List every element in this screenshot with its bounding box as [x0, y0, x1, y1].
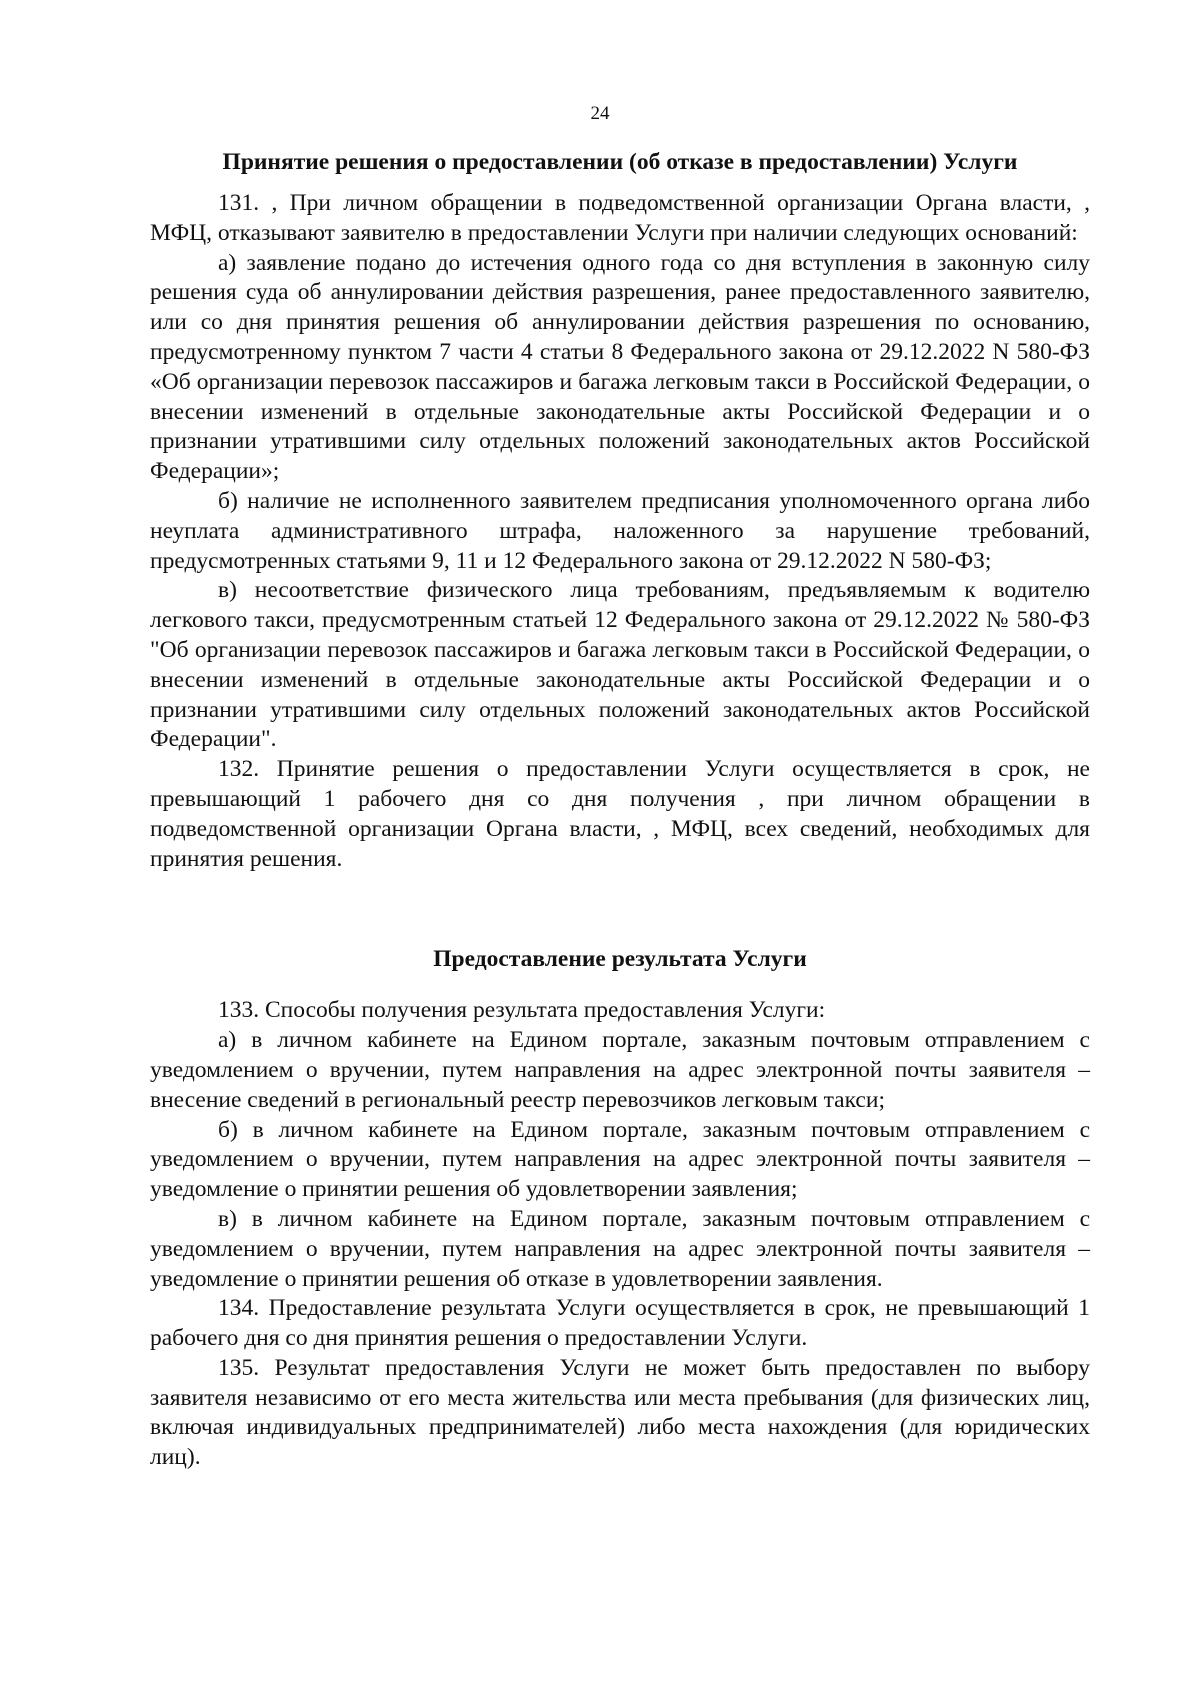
paragraph-131-b: б) наличие не исполненного заявителем предписания уполномоченного органа либо неуплата административного штрафа, наложенного за нарушение требований, предусмотренных статьями 9, 11 и 12 Федерального закона от 29.12.2022 N 580-ФЗ;	[150, 487, 1090, 574]
section-heading-result: Предоставление результата Услуги	[433, 946, 807, 973]
paragraph-135: 135. Результат предоставления Услуги не может быть предоставлен по выбору заявителя независимо от его места жительства или места пребывания (для физических лиц, включая индивидуальных предпринимателей) либо места нахождения (для юридических лиц).	[150, 1354, 1090, 1471]
section-heading-decision: Принятие решения о предоставлении (об отказе в предоставлении) Услуги	[222, 149, 1018, 175]
paragraph-132: 132. Принятие решения о предоставлении Услуги осуществляется в срок, не превышающий 1 рабочего дня со дня получения , при личном обращении в подведомственной организации Органа власти, , МФЦ, всех сведений, необходимых для принятия решения.	[150, 756, 1090, 872]
paragraph-131: 131. , При личном обращении в подведомственной организации Органа власти, , МФЦ, отказывают заявителю в предоставлении Услуги при наличии следующих оснований:	[150, 190, 1090, 246]
paragraph-131-a: а) заявление подано до истечения одного года со дня вступления в законную силу решения суда об аннулировании действия разрешения, ранее предоставленного заявителю, или со дня принятия решения об аннулировании действия разрешения по основанию, предусмотренному пунктом 7 части 4 статьи 8 Федерального закона от 29.12.2022 N 580-ФЗ «Об организации перевозок пассажиров и багажа легковым такси в Российской Федерации, о внесении изменений в отдельные законодательные акты Российской Федерации и о признании утратившими силу отдельных положений законодательных актов Российской Федерации»;	[150, 249, 1090, 485]
paragraph-131-v: в) несоответствие физического лица требованиям, предъявляемым к водителю легкового такси, предусмотренным статьей 12 Федерального закона от 29.12.2022 № 580-ФЗ "Об организации перевозок пассажиров и багажа легковым такси в Российской Федерации, о внесении изменений в отдельные законодательные акты Российской Федерации и о признании утратившими силу отдельных положений законодательных актов Российской Федерации".	[150, 577, 1090, 753]
paragraph-133-v: в) в личном кабинете на Едином портале, заказным почтовым отправлением с уведомлением о вручении, путем направления на адрес электронной почты заявителя – уведомление о принятии решения об отказе в удовлетворении заявления.	[150, 1205, 1090, 1292]
paragraph-133: 133. Способы получения результата предоставления Услуги:	[218, 997, 826, 1024]
page-content	[150, 147, 1090, 1473]
paragraph-133-a: а) в личном кабинете на Едином портале, заказным почтовым отправлением с уведомлением о вручении, путем направления на адрес электронной почты заявителя – внесение сведений в региональный реестр перевозчиков легковым такси;	[150, 1027, 1090, 1113]
paragraph-133-b: б) в личном кабинете на Едином портале, заказным почтовым отправлением с уведомлением о вручении, путем направления на адрес электронной почты заявителя – уведомление о принятии решения об удовлетворении заявления;	[150, 1116, 1090, 1203]
page-number: 24	[590, 103, 610, 124]
paragraph-134: 134. Предоставление результата Услуги осуществляется в срок, не превышающий 1 рабочего дня со дня принятия решения о предоставлении Услуги.	[150, 1295, 1090, 1352]
